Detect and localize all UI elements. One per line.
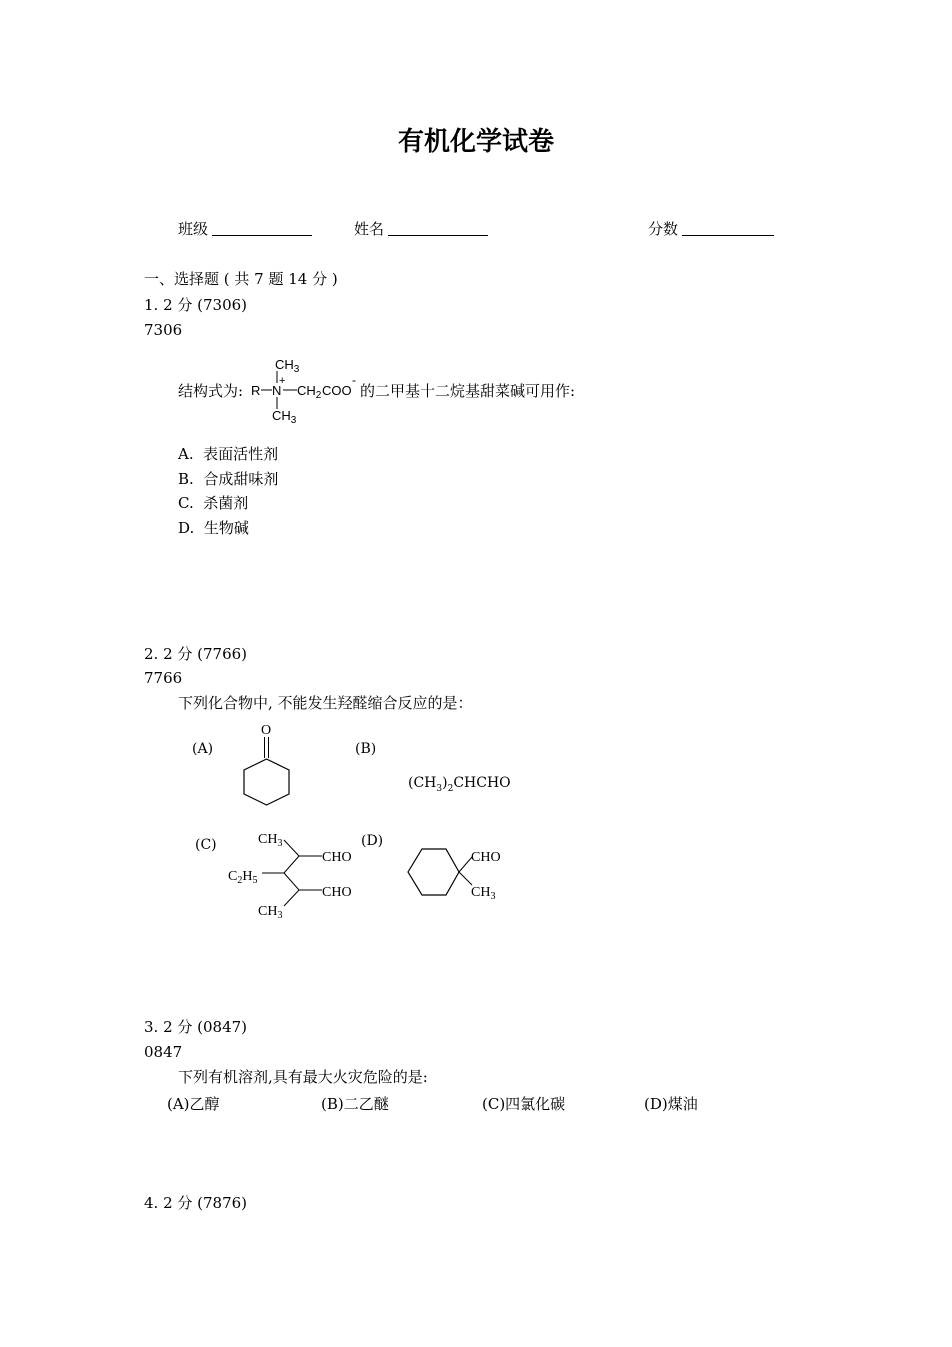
cho-label: CHO — [471, 850, 501, 865]
q1-betaine-formula — [248, 352, 358, 426]
q3-option-d: (D)煤油 — [644, 1095, 698, 1113]
ch3-bottom-label: $CH_3$ — [258, 904, 283, 921]
option-label: A. — [178, 445, 194, 463]
q2-stem: 下列化合物中, 不能发生羟醛缩合反应的是： — [178, 694, 473, 712]
name-blank — [388, 235, 488, 236]
ch3-top-label: $CH_3$ — [258, 832, 283, 849]
q1-stem-suffix: 的二甲基十二烷基甜菜碱可用作: — [360, 382, 576, 400]
cho-bottom-label: CHO — [322, 885, 352, 900]
option-label: D. — [178, 519, 195, 537]
q1-code: 7306 — [144, 321, 183, 339]
q2-dialdehyde-structure — [226, 826, 362, 922]
q2-cyclohexanone-structure — [236, 718, 298, 808]
q2-methylcyclohexanecarbaldehyde-structure — [402, 840, 514, 904]
option-label: B. — [178, 470, 194, 488]
q4-number: 4. 2 分 (7876) — [144, 1194, 248, 1212]
q3-option-b: (B)二乙醚 — [321, 1095, 389, 1113]
q3-code: 0847 — [144, 1043, 183, 1061]
formula-minus: - — [352, 373, 356, 387]
formula-n: N — [272, 383, 282, 398]
q3-number: 3. 2 分 (0847) — [144, 1018, 248, 1036]
q1-option-b — [178, 470, 278, 488]
formula-ch3-top: $CH_3$ — [275, 357, 300, 375]
c2h5-label: $C_2H_5$ — [228, 869, 258, 886]
class-label: 班级 — [178, 220, 209, 238]
page-title: 有机化学试卷 — [397, 127, 554, 157]
class-blank — [212, 235, 312, 236]
q1-option-d — [178, 519, 249, 537]
q3-option-a: (A)乙醇 — [167, 1095, 220, 1113]
score-blank — [682, 235, 774, 236]
oxygen-label: O — [261, 723, 272, 738]
formula-ch2: $CH_2$ — [297, 383, 322, 401]
q2-option-c-label: (C) — [195, 837, 217, 853]
q2-option-d-label: (D) — [361, 833, 384, 849]
formula-r: R — [251, 383, 261, 398]
name-label: 姓名 — [354, 220, 385, 238]
option-label: C. — [178, 494, 194, 512]
q2-option-a-label: (A) — [192, 741, 214, 757]
q1-stem-prefix: 结构式为: — [178, 382, 244, 400]
q2-option-b-label: (B) — [355, 741, 377, 757]
option-text: 生物碱 — [203, 519, 249, 537]
q1-number: 1. 2 分 (7306) — [144, 296, 248, 314]
q1-option-c — [178, 494, 248, 512]
cho-top-label: CHO — [322, 850, 352, 865]
q2-option-b-formula: $(CH_3)_2CHCHO$ — [408, 775, 511, 794]
option-text: 表面活性剂 — [203, 445, 279, 463]
q2-code: 7766 — [144, 669, 183, 687]
q3-stem: 下列有机溶剂,具有最大火灾危险的是: — [178, 1068, 428, 1086]
q2-number: 2. 2 分 (7766) — [144, 645, 248, 663]
ch3-label: $CH_3$ — [471, 885, 496, 902]
score-label: 分数 — [648, 220, 679, 238]
formula-ch3-bottom: $CH_3$ — [272, 408, 297, 426]
q1-option-a — [178, 445, 278, 463]
formula-coo: COO — [322, 383, 352, 398]
formula-plus: + — [279, 375, 286, 387]
q3-option-c: (C)四氯化碳 — [482, 1095, 566, 1113]
option-text: 杀菌剂 — [203, 494, 249, 512]
option-text: 合成甜味剂 — [203, 470, 279, 488]
section-heading: 一、选择题 ( 共 7 题 14 分 ) — [144, 270, 338, 288]
